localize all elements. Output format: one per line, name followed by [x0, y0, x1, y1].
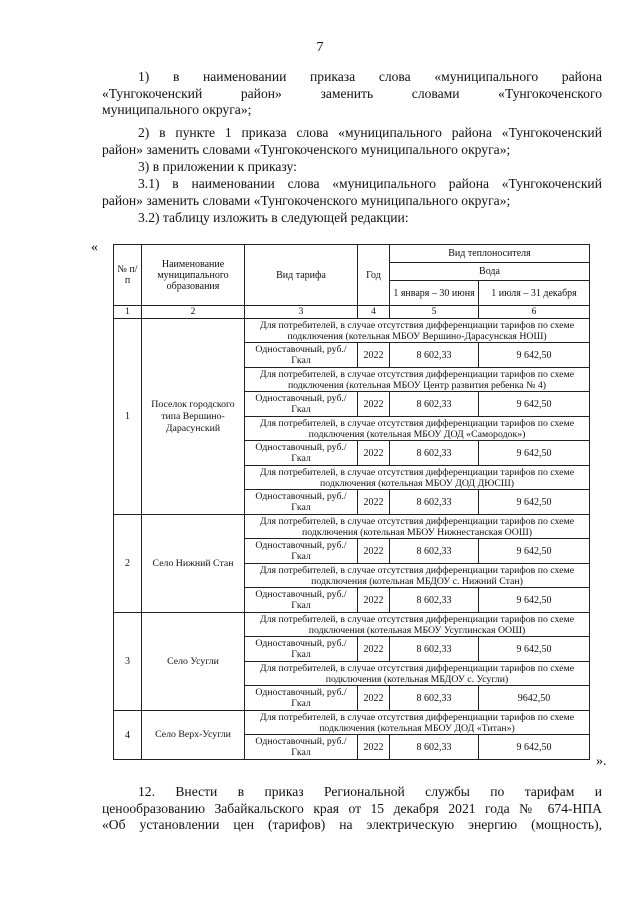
paragraph-2-line-1: 2) в пункте 1 приказа слова «муниципального района «Тунгокоченский: [138, 125, 602, 140]
settlement-name: Село Нижний Стан: [142, 515, 245, 613]
tariff-type-cell: Одноставочный, руб./Гкал: [245, 490, 358, 515]
paragraph-3-line-1: 3) в приложении к приказу:: [138, 159, 297, 174]
value-period-2: 9 642,50: [479, 392, 590, 417]
year-cell: 2022: [358, 392, 390, 417]
value-period-1: 8 602,33: [390, 637, 479, 662]
value-period-1: 8 602,33: [390, 686, 479, 711]
year-cell: 2022: [358, 686, 390, 711]
header-period-2: 1 июля – 31 декабря: [479, 281, 590, 306]
header-year: Год: [358, 245, 390, 306]
col-number: 1: [114, 306, 142, 319]
paragraph-1: [102, 69, 602, 119]
paragraph-3-1: [102, 176, 602, 209]
header-period-1: 1 января – 30 июня: [390, 281, 479, 306]
tariff-type-cell: Одноставочный, руб./Гкал: [245, 637, 358, 662]
col-number: 3: [245, 306, 358, 319]
condition-row: Для потребителей, в случае отсутствия дифференциации тарифов по схеме подключения (котельная МБОУ Нижнестанская ООШ): [245, 515, 590, 539]
row-number: 4: [114, 711, 142, 760]
value-period-1: 8 602,33: [390, 735, 479, 760]
tariff-type-cell: Одноставочный, руб./Гкал: [245, 735, 358, 760]
tariff-type-cell: Одноставочный, руб./Гкал: [245, 588, 358, 613]
paragraph-1-line-3: муниципального округа»;: [102, 102, 252, 117]
year-cell: 2022: [358, 441, 390, 466]
page-number: 7: [316, 40, 324, 55]
settlement-name: Село Верх-Усугли: [142, 711, 245, 760]
col-number: 4: [358, 306, 390, 319]
header-municipality: Наименование муниципального образования: [142, 245, 245, 306]
year-cell: 2022: [358, 490, 390, 515]
value-period-2: 9 642,50: [479, 588, 590, 613]
paragraph-3-1-line-2: район» заменить словами «Тунгокоченского муниципального округа»;: [102, 192, 511, 208]
value-period-2: 9 642,50: [479, 343, 590, 368]
col-number: 2: [142, 306, 245, 319]
tariff-type-cell: Одноставочный, руб./Гкал: [245, 539, 358, 564]
paragraph-12-line-2: ценообразованию Забайкальского края от 15 декабря 2021 года № 674-НПА: [102, 800, 602, 816]
condition-row: Для потребителей, в случае отсутствия дифференциации тарифов по схеме подключения (котельная МБДОУ с. Нижний Стан): [245, 564, 590, 588]
header-carrier: Вид теплоносителя: [390, 245, 590, 263]
row-number: 3: [114, 613, 142, 711]
value-period-1: 8 602,33: [390, 588, 479, 613]
col-number: 5: [390, 306, 479, 319]
value-period-1: 8 602,33: [390, 490, 479, 515]
paragraph-3-2: [102, 210, 602, 227]
col-number: 6: [479, 306, 590, 319]
value-period-1: 8 602,33: [390, 343, 479, 368]
condition-row: Для потребителей, в случае отсутствия дифференциации тарифов по схеме подключения (котельная МБОУ Усуглинская ООШ): [245, 613, 590, 637]
paragraph-3-2-line-1: 3.2) таблицу изложить в следующей редакции:: [138, 210, 409, 225]
paragraph-3-1-line-1: 3.1) в наименовании слова «муниципального района «Тунгокоченский: [138, 176, 602, 191]
value-period-2: 9 642,50: [479, 490, 590, 515]
tariff-table: [113, 244, 590, 760]
row-number: 2: [114, 515, 142, 613]
paragraph-2: [102, 125, 602, 158]
year-cell: 2022: [358, 539, 390, 564]
condition-row: Для потребителей, в случае отсутствия дифференциации тарифов по схеме подключения (котельная МБДОУ с. Усугли): [245, 662, 590, 686]
condition-row: Для потребителей, в случае отсутствия дифференциации тарифов по схеме подключения (котельная МБОУ Центр развития ребенка № 4): [245, 368, 590, 392]
opening-quote: «: [91, 240, 98, 255]
paragraph-12-line-1: 12. Внести в приказ Региональной службы по тарифам и: [138, 784, 602, 799]
value-period-2: 9 642,50: [479, 735, 590, 760]
value-period-1: 8 602,33: [390, 441, 479, 466]
year-cell: 2022: [358, 588, 390, 613]
closing-quote: ».: [596, 754, 607, 769]
year-cell: 2022: [358, 343, 390, 368]
paragraph-2-line-2: район» заменить словами «Тунгокоченского муниципального округа»;: [102, 141, 511, 157]
condition-row: Для потребителей, в случае отсутствия дифференциации тарифов по схеме подключения (котельная МБОУ ДОД ДЮСШ): [245, 466, 590, 490]
value-period-2: 9642,50: [479, 686, 590, 711]
condition-row: Для потребителей, в случае отсутствия дифференциации тарифов по схеме подключения (котельная МБОУ ДОД «Самородок»): [245, 417, 590, 441]
condition-row: Для потребителей, в случае отсутствия дифференциации тарифов по схеме подключения (котельная МБОУ ДОД «Титан»): [245, 711, 590, 735]
header-water: Вода: [390, 263, 590, 281]
row-number: 1: [114, 319, 142, 515]
paragraph-3: [102, 159, 602, 176]
settlement-name: Село Усугли: [142, 613, 245, 711]
paragraph-12: [102, 784, 602, 834]
year-cell: 2022: [358, 637, 390, 662]
paragraph-1-line-2: «Тунгокоченский район» заменить словами «Тунгокоченского: [102, 85, 602, 101]
value-period-1: 8 602,33: [390, 392, 479, 417]
paragraph-12-line-3: «Об установлении цен (тарифов) на электрическую энергию (мощность),: [102, 817, 602, 832]
tariff-type-cell: Одноставочный, руб./Гкал: [245, 343, 358, 368]
header-tariff-type: Вид тарифа: [245, 245, 358, 306]
value-period-1: 8 602,33: [390, 539, 479, 564]
paragraph-1-line-1: 1) в наименовании приказа слова «муниципального района: [138, 69, 602, 84]
year-cell: 2022: [358, 735, 390, 760]
tariff-type-cell: Одноставочный, руб./Гкал: [245, 686, 358, 711]
value-period-2: 9 642,50: [479, 441, 590, 466]
condition-row: Для потребителей, в случае отсутствия дифференциации тарифов по схеме подключения (котельная МБОУ Вершино-Дарасунская НОШ): [245, 319, 590, 343]
tariff-type-cell: Одноставочный, руб./Гкал: [245, 441, 358, 466]
value-period-2: 9 642,50: [479, 637, 590, 662]
settlement-name: Поселок городского типа Вершино-Дарасунский: [142, 319, 245, 515]
header-num: № п/п: [114, 245, 142, 306]
value-period-2: 9 642,50: [479, 539, 590, 564]
tariff-type-cell: Одноставочный, руб./Гкал: [245, 392, 358, 417]
